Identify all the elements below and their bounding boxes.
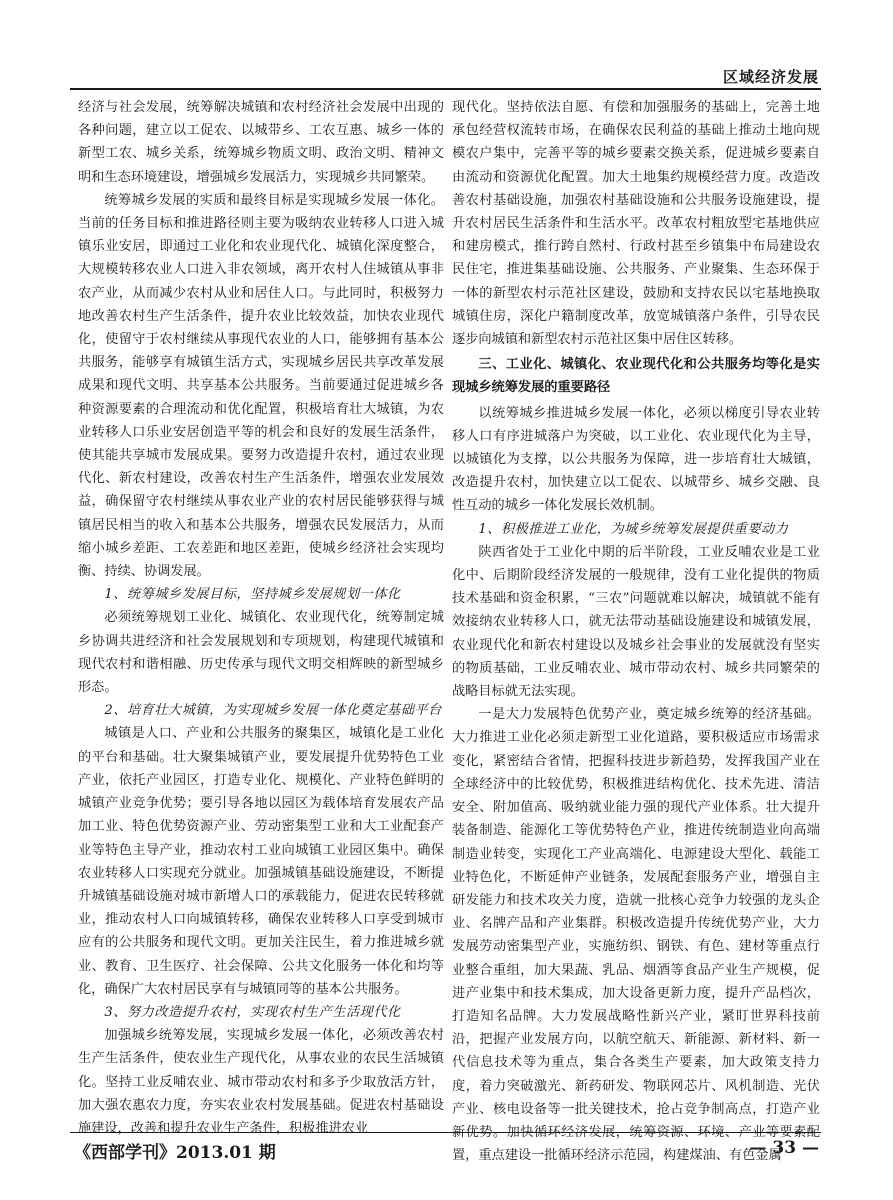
journal-name: 《西部学刊》2013.01 期 [74,1143,276,1163]
paragraph: 统筹城乡发展的实质和最终目标是实现城乡发展一体化。当前的任务目标和推进路径则主要为吸纳农业转移人口进入城镇乐业安居，即通过工业化和农业现代化、城镇化深度整合，大规模转移农业人口进入非农领域，离开农村人住城镇从事非农产业，从而减少农村从业和居住人口。与此同时，积极努力地改善农村生产生活条件，提升农业比较效益，加快农业现代化，使留守于农村继续从事现代农业的人口，能够拥有基本公共服务，能够享有城镇生活方式，实现城乡居民共享改革发展成果和现代文明、共享基本公共服务。当前要通过促进城乡各种资源要素的合理流动和优化配置，积极培育壮大城镇，为农业转移人口乐业安居创造平等的机会和良好的发展生活条件，使其能共享城市发展成果。要努力改造提升农村，通过农业现代化、新农村建设，改善农村生产生活条件，增强农业发展效益，确保留守农村继续从事农业产业的农村居民能够获得与城镇居民相当的收入和基本公共服务，增强农民发展活力，从而缩小城乡差距、工农差距和地区差距，使城乡经济社会实现均衡、持续、协调发展。 [78,192,444,580]
paragraph: 现代化。坚持依法自愿、有偿和加强服务的基础上，完善土地承包经营权流转市场，在确保农民利益的基础上推动土地向规模农户集中，完善平等的城乡要素交换关系，促进城乡要素自由流动和资源优化配置。加大土地集约规模经营力度。改造改善农村基础设施，加强农村基础设施和公共服务设施建设，提升农村居民生活条件和生活水平。改革农村粗放型宅基地供应和建房模式，推行跨自然村、行政村甚至乡镇集中布局建设农民住宅，推进集基础设施、公共服务、产业聚集、生态环保于一体的新型农村示范社区建设，鼓励和支持农民以宅基地换取城镇住房，深化户籍制度改革，放宽城镇落户条件，引导农民逐步向城镇和新型农村示范社区集中居住区转移。 [452,100,820,348]
header-rule [70,88,821,90]
paragraph: 经济与社会发展，统筹解决城镇和农村经济社会发展中出现的各种问题，建立以工促农、以城带乡、工农互惠、城乡一体的新型工农、城乡关系，统筹城乡物质文明、政治文明、精神文明和生态环境建设，增强城乡发展活力，实现城乡共同繁荣。 [78,100,444,185]
paragraph: 必须统筹规划工业化、城镇化、农业现代化，统筹制定城乡协调共进经济和社会发展规划和专项规划，构建现代城镇和现代农村和谐相融、历史传承与现代文明交相辉映的新型城乡形态。 [78,610,444,696]
paragraph: 城镇是人口、产业和公共服务的聚集区，城镇化是工业化的平台和基础。壮大聚集城镇产业，要发展提升优势特色工业产业，依托产业园区，打造专业化、规模化、产业特色鲜明的城镇产业竞争优势；要引导各地以园区为载体培育发展农产品加工业、特色优势资源产业、劳动密集型工业和大工业配套产业等特色主导产业，推动农村工业向城镇工业园区集中。确保农业转移人口实现充分就业。加强城镇基础设施建设，不断提升城镇基础设施对城市新增人口的承载能力，促进农民转移就业，推动农村人口向城镇转移，确保农业转移人口享受到城市应有的公共服务和现代文明。更加关注民生，着力推进城乡就业、教育、卫生医疗、社会保障、公共文化服务一体化和均等化，确保广大农村居民享有与城镇同等的基本公共服务。 [78,726,444,997]
section-label: 区域经济发展 [722,68,819,86]
subsection-heading: 1、统筹城乡发展目标，坚持城乡发展规划一体化 [104,587,401,603]
left-column [78,96,444,1136]
section-heading: 三、工业化、城镇化、农业现代化和公共服务均等化是实现城乡统筹发展的重要路径 [452,357,820,396]
paragraph: 加强城乡统筹发展，实现城乡发展一体化，必须改善农村生产生活条件，使农业生产现代化，从事农业的农民生活城镇化。坚持工业反哺农业、城市带动农村和多予少取放活方针，加大强农惠农力度，夯实农业农村发展基础。促进农村基础设施建设，改善和提升农业生产条件，积极推进农业 [78,1028,444,1136]
paragraph: 一是大力发展特色优势产业，奠定城乡统筹的经济基础。大力推进工业化必须走新型工业化道路，要积极适应市场需求变化，紧密结合省情，把握科技进步新趋势，发挥我国产业在全球经济中的比较优势，积极推进结构优化、技术先进、清洁安全、附加值高、吸纳就业能力强的现代产业体系。壮大提升装备制造、能源化工等优势特色产业，推进传统制造业向高端制造业转变，实现化工产业高端化、电源建设大型化、载能工业特色化，不断延伸产业链条，发展配套服务产业，增强自主研发能力和技术攻关力度，造就一批核心竞争力较强的龙头企业、名牌产品和产业集群。积极改造提升传统优势产业，大力发展劳动密集型产业，实施纺织、钢铁、有色、建材等重点行业整合重组，加大果蔬、乳品、烟酒等食品产业生产规模，促进产业集中和技术集成，加大设备更新力度，提升产品档次，打造知名品牌。大力发展战略性新兴产业，紧盯世界科技前沿，把握产业发展方向，以航空航天、新能源、新材料、新一代信息技术等为重点，集合各类生产要素，加大政策支持力度，着力突破激光、新药研发、物联网芯片、风机制造、光伏产业、核电设备等一批关键技术，抢占竞争制高点，打造产业新优势。加快循环经济发展，统筹资源、环境、产业等要素配置，重点建设一批循环经济示范园，构建煤油、有色金属 [452,707,820,1164]
subsection-heading: 1、积极推进工业化，为城乡统筹发展提供重要动力 [478,521,789,537]
paragraph: 以统筹城乡推进城乡发展一体化，必须以梯度引导农业转移人口有序进城落户为突破，以工业化、农业现代化为主导，以城镇化为支撑，以公共服务为保障，进一步培育壮大城镇，改造提升农村，加快建立以工促农、以城带乡、城乡交融、良性互动的城乡一体化发展长效机制。 [452,405,820,514]
subsection-heading: 2、培育壮大城镇，为实现城乡发展一体化奠定基础平台 [104,703,442,719]
page-number: — 33 — [749,1138,819,1158]
paragraph: 陕西省处于工业化中期的后半阶段，工业反哺农业是工业化中、后期阶段经济发展的一般规律，没有工业化提供的物质技术基础和资金积累，“三农”问题就难以解决，城镇就不能有效接纳农业转移人口，就无法带动基础设施建设和城镇发展，农业现代化和新农村建设以及城乡社会事业的发展就没有坚实的物质基础，工业反哺农业、城市带动农村、城乡共同繁荣的战略目标就无法实现。 [452,544,820,700]
subsection-heading: 3、努力改造提升农村，实现农村生产生活现代化 [104,1004,401,1020]
footer-rule [70,1132,821,1133]
